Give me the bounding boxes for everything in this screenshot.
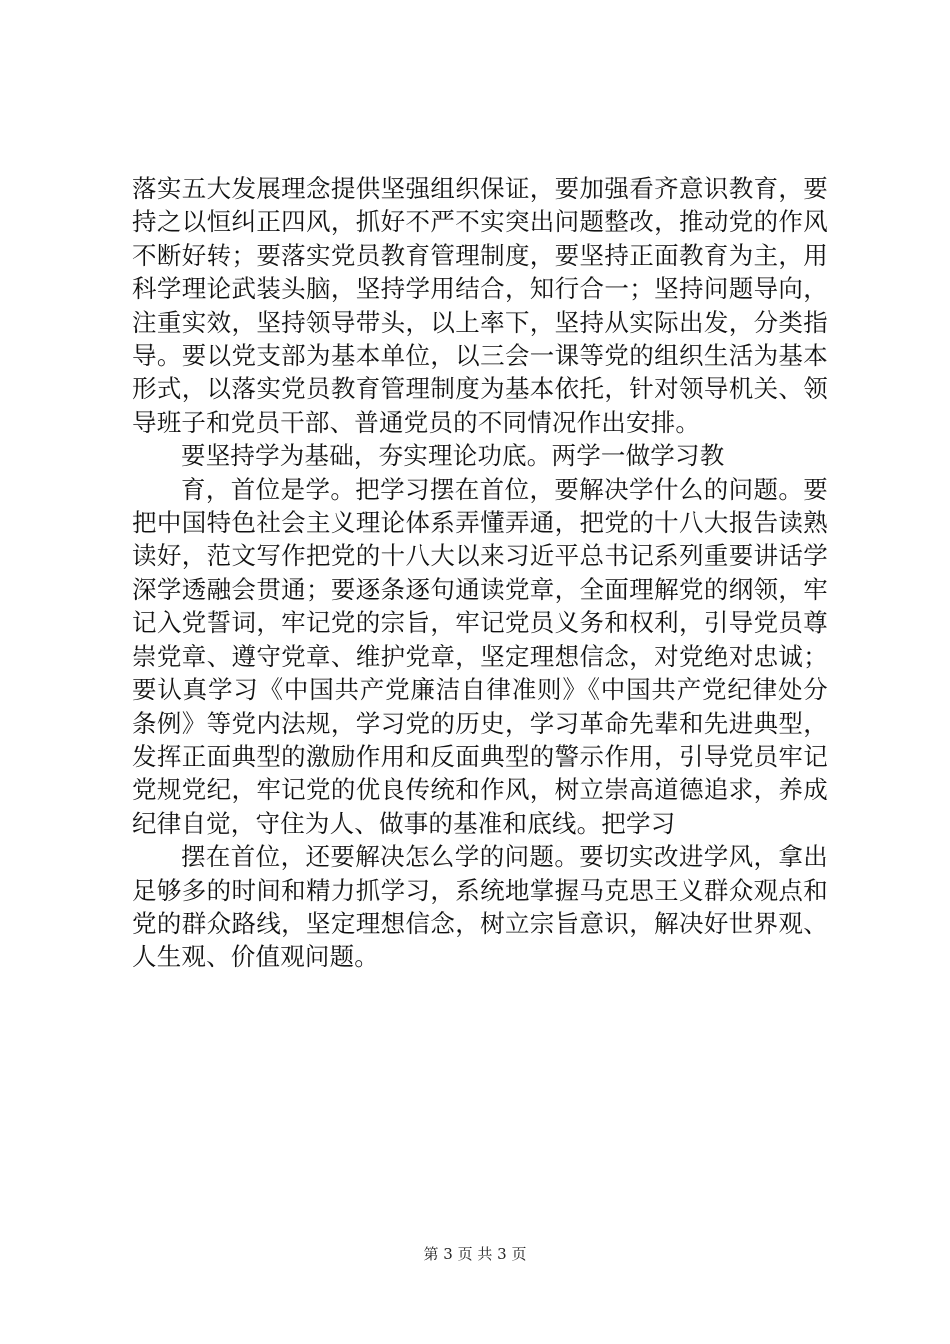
paragraph-4: 摆在首位，还要解决怎么学的问题。要切实改进学风，拿出足够多的时间和精力抓学习，系统地掌握马克思王义群众观点和党的群众路线，坚定理想信念，树立宗旨意识，解决好世界观、人生观、价值观问题。 — [132, 842, 828, 972]
paragraph-2: 要坚持学为基础，夯实理论功底。两学一做学习教 — [181, 441, 725, 471]
paragraph-3: 育，首位是学。把学习摆在首位，要解决学什么的问题。要把中国特色社会主义理论体系弄懂弄通，把党的十八大报告读熟读好，范文写作把党的十八大以来习近平总书记系列重要讲话学深学透融会贯通；要逐条逐句通读党章，全面理解党的纲领，牢记入党誓词，牢记党的宗旨，牢记党员义务和权利，引导党员尊崇党章、遵守党章、维护党章，坚定理想信念，对党绝对忠诚；要认真学习《中国共产党廉洁自律准则》《中国共产党纪律处分条例》等党内法规，学习党的历史，学习革命先辈和先进典型，发挥正面典型的激励作用和反面典型的警示作用，引导党员牢记党规党纪，牢记党的优良传统和作风，树立崇高道德追求，养成纪律自觉，守住为人、做事的基准和底线。把学习 — [132, 474, 828, 838]
paragraph-1: 落实五大发展理念提供坚强组织保证，要加强看齐意识教育，要持之以恒纠正四风，抓好不严不实突出问题整改，推动党的作风不断好转；要落实党员教育管理制度，要坚持正面教育为主，用科学理论武装头脑，坚持学用结合，知行合一；坚持问题导向，注重实效，坚持领导带头，以上率下，坚持从实际出发，分类指导。要以党支部为基本单位，以三会一课等党的组织生活为基本形式，以落实党员教育管理制度为基本依托，针对领导机关、领导班子和党员干部、普通党员的不同情况作出安排。 — [132, 174, 828, 437]
document-body — [132, 172, 828, 974]
page-footer: 第 3 页 共 3 页 — [423, 1245, 527, 1263]
